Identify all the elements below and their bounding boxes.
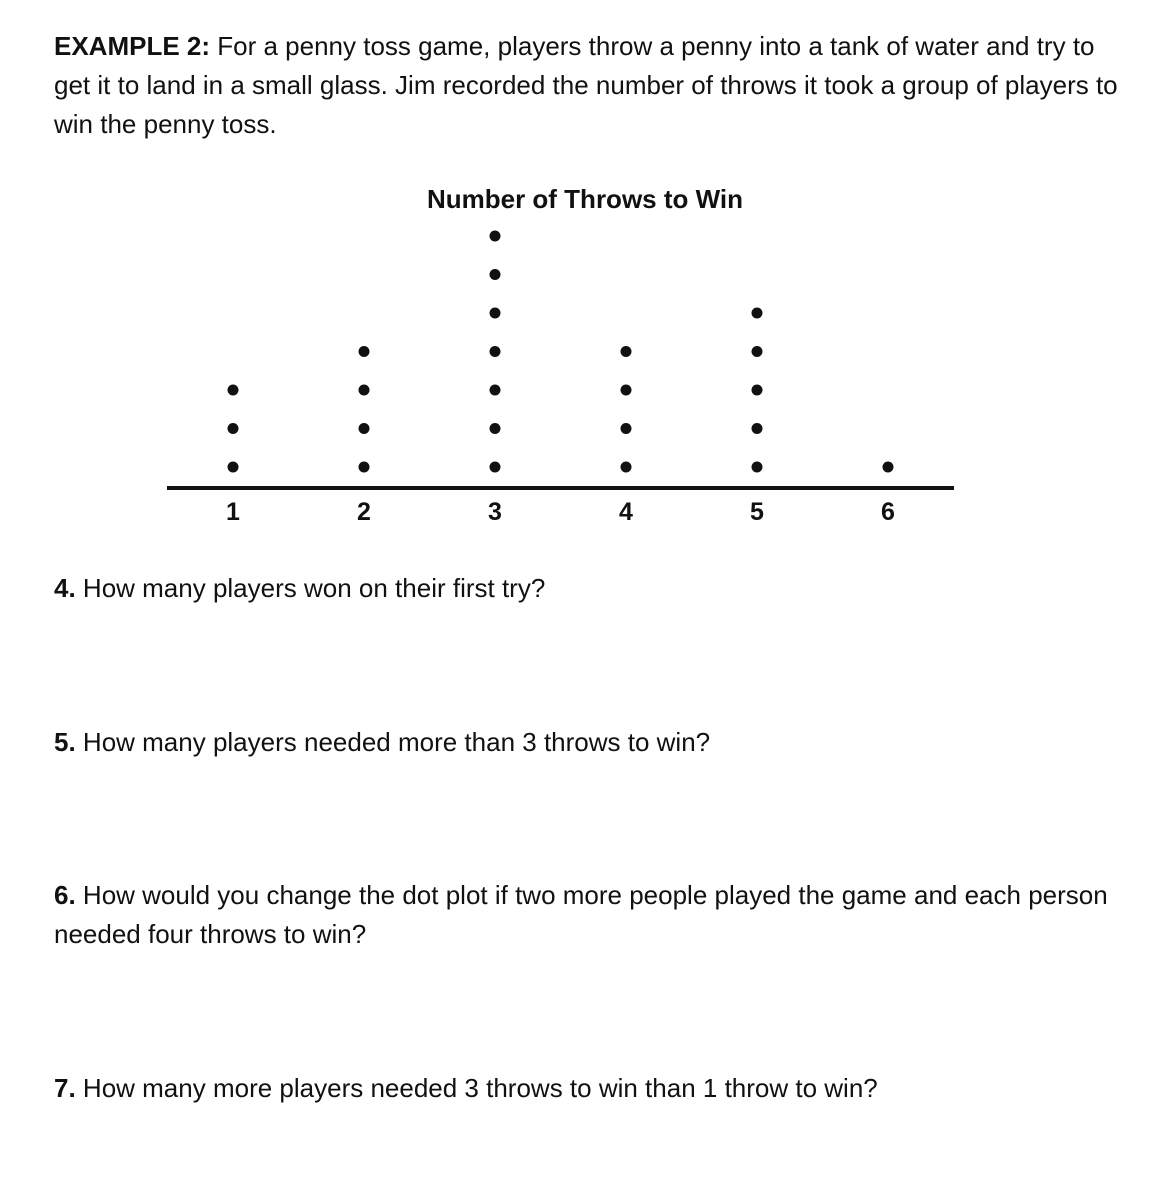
dot-2-3	[359, 385, 370, 396]
intro-text: For a penny toss game, players throw a penny into a tank of water and try to get it to land in a small glass. Jim recorded the number of throws it took a group of players to win the penny toss.	[54, 31, 1118, 139]
example-label: EXAMPLE 2:	[54, 31, 211, 61]
dot-3-7	[490, 231, 501, 242]
question-text: How many players won on their first try?	[75, 573, 546, 603]
dot-5-4	[752, 346, 763, 357]
dot-3-1	[490, 462, 501, 473]
dot-3-6	[490, 269, 501, 280]
dot-plot	[0, 0, 1162, 560]
tick-label-5: 5	[750, 498, 764, 526]
dot-5-2	[752, 423, 763, 434]
question-text: How many more players needed 3 throws to win than 1 throw to win?	[75, 1073, 878, 1103]
question-number: 7.	[54, 1073, 76, 1103]
question-6	[54, 876, 1124, 954]
question-4	[54, 569, 1124, 608]
tick-label-2: 2	[357, 498, 371, 526]
question-7	[54, 1069, 1124, 1108]
dot-4-2	[621, 423, 632, 434]
tick-labels	[226, 498, 895, 526]
dot-6-1	[883, 462, 894, 473]
dot-2-1	[359, 462, 370, 473]
dot-5-3	[752, 385, 763, 396]
question-number: 6.	[54, 880, 76, 910]
dot-2-4	[359, 346, 370, 357]
dot-5-1	[752, 462, 763, 473]
dot-1-1	[228, 462, 239, 473]
dot-3-3	[490, 385, 501, 396]
question-text: How would you change the dot plot if two more people played the game and each person needed four throws to win?	[54, 880, 1108, 949]
question-text: How many players needed more than 3 throws to win?	[75, 727, 711, 757]
tick-label-3: 3	[488, 498, 502, 526]
chart-title: Number of Throws to Win	[426, 184, 744, 214]
dot-1-3	[228, 385, 239, 396]
tick-label-4: 4	[619, 498, 633, 526]
dot-4-3	[621, 385, 632, 396]
dot-3-2	[490, 423, 501, 434]
dot-4-1	[621, 462, 632, 473]
question-number: 5.	[54, 727, 76, 757]
tick-label-6: 6	[881, 498, 895, 526]
question-number: 4.	[54, 573, 76, 603]
dot-5-5	[752, 308, 763, 319]
question-5	[54, 723, 1124, 762]
dot-2-2	[359, 423, 370, 434]
dot-3-5	[490, 308, 501, 319]
dot-1-2	[228, 423, 239, 434]
tick-label-1: 1	[226, 498, 240, 526]
dot-4-4	[621, 346, 632, 357]
dots	[228, 231, 894, 473]
dot-3-4	[490, 346, 501, 357]
